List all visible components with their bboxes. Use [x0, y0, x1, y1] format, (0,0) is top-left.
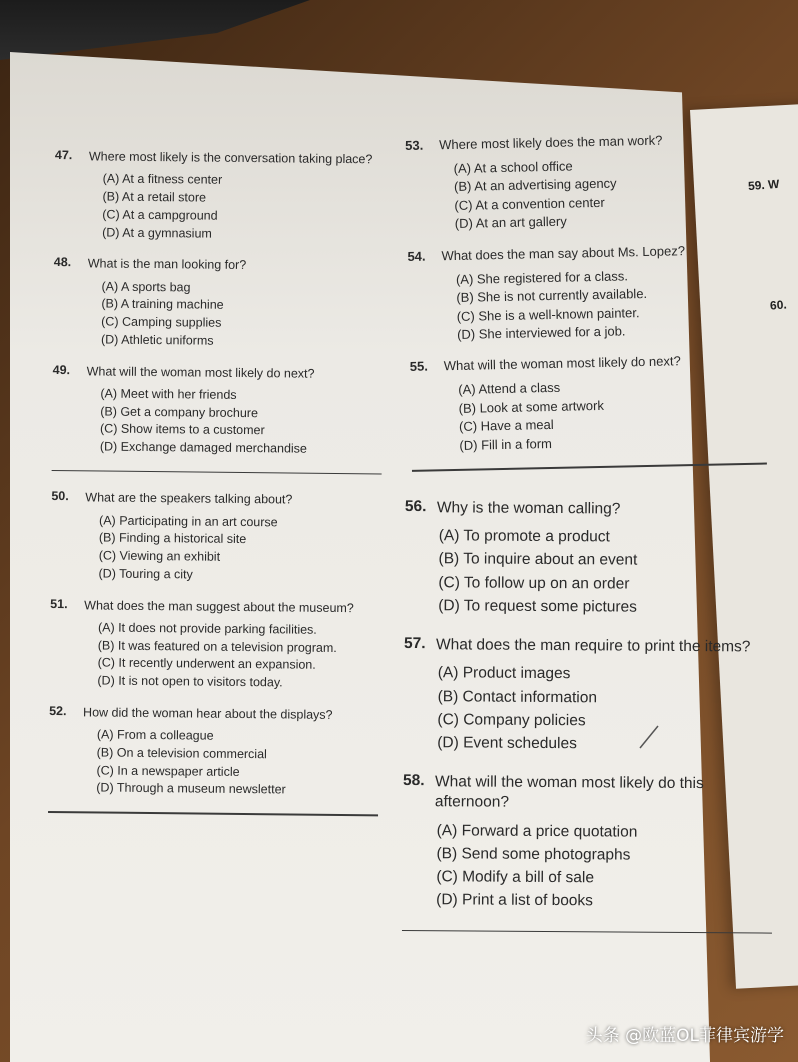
answer-option: (A) A sports bag: [101, 278, 191, 294]
question-number: 53.: [405, 137, 424, 153]
question-text: What does the man suggest about the museum?: [84, 597, 354, 615]
question-number: 48.: [53, 255, 72, 270]
question-number: 58.: [402, 772, 425, 790]
pen-check-mark: [638, 722, 662, 752]
question-58: [402, 772, 773, 914]
answer-options: [437, 662, 774, 757]
answer-option: (D) Athletic uniforms: [100, 332, 214, 348]
answer-option: (B) To inquire about an event: [438, 550, 638, 570]
answer-option: (C) She is a well-known painter.: [456, 304, 640, 324]
answer-option: (A) At a fitness center: [102, 171, 223, 188]
answer-option: (B) Contact information: [437, 687, 598, 706]
answer-option: (C) Modify a bill of sale: [436, 868, 595, 887]
answer-option: (D) Touring a city: [98, 566, 193, 582]
question-53: [405, 131, 762, 235]
question-number: 49.: [52, 362, 71, 377]
answer-option: (A) Product images: [437, 664, 571, 683]
answer-option: (C) To follow up on an order: [438, 573, 630, 593]
question-number: 55.: [409, 358, 429, 375]
question-57: [403, 635, 774, 757]
question-50: [50, 489, 381, 586]
question-text: What will the woman most likely do this afternoon?: [434, 773, 704, 812]
answer-option: (D) Fill in a form: [459, 435, 553, 453]
answer-options: [456, 264, 764, 344]
question-number: 54.: [407, 248, 426, 264]
answer-options: [436, 819, 773, 914]
answer-option: (C) It recently underwent an expansion.: [97, 655, 316, 673]
answer-options: [453, 153, 761, 233]
question-number: 56.: [404, 498, 427, 516]
right-lower-column: [402, 498, 775, 952]
answer-option: (A) She registered for a class.: [455, 267, 629, 287]
right-upper-column: [405, 131, 767, 490]
answer-options: [458, 375, 766, 455]
answer-option: (C) At a convention center: [454, 194, 605, 213]
question-48: [53, 255, 384, 352]
answer-option: (B) Get a company brochure: [100, 403, 259, 420]
question-52: [48, 704, 379, 801]
question-text: What will the woman most likely do next?: [443, 353, 681, 374]
answer-option: (A) To promote a product: [438, 527, 610, 546]
question-text: How did the woman hear about the displays?: [83, 705, 333, 722]
answer-options: [101, 278, 384, 352]
edge-question-60: 60.: [769, 297, 788, 313]
answer-option: (B) It was featured on a television program.: [97, 637, 337, 655]
answer-options: [97, 619, 380, 693]
answer-option: (A) It does not provide parking facilities.: [97, 620, 317, 637]
answer-option: (B) Finding a historical site: [98, 530, 247, 547]
answer-option: (D) Exchange damaged merchandise: [99, 439, 308, 456]
answer-option: (B) At a retail store: [102, 189, 207, 205]
question-text: What does the man say about Ms. Lopez?: [441, 242, 686, 263]
question-text: Why is the woman calling?: [436, 499, 621, 518]
answer-option: (D) At a gymnasium: [102, 224, 212, 241]
answer-option: (C) Show items to a customer: [99, 421, 265, 438]
answer-option: (C) Have a meal: [458, 417, 554, 435]
question-49: [52, 362, 383, 459]
question-text: Where most likely does the man work?: [438, 132, 663, 153]
answer-option: (D) She interviewed for a job.: [456, 323, 626, 342]
question-text: What will the woman most likely do next?: [86, 363, 315, 381]
left-column: [48, 148, 385, 834]
question-number: 52.: [49, 703, 67, 718]
answer-option: (A) Meet with her friends: [100, 386, 237, 402]
answer-option: (A) From a colleague: [96, 727, 214, 743]
answer-option: (A) Participating in an art course: [99, 512, 278, 529]
answer-option: (D) Through a museum newsletter: [96, 780, 286, 797]
answer-option: (C) At a campground: [102, 207, 218, 223]
answer-options: [102, 171, 385, 245]
answer-options: [438, 524, 775, 619]
question-47: [54, 148, 385, 245]
answer-option: (B) On a television commercial: [96, 745, 267, 762]
answer-option: (B) At an advertising agency: [453, 175, 617, 195]
answer-options: [96, 726, 379, 800]
answer-option: (A) At a school office: [453, 158, 573, 176]
answer-option: (C) Camping supplies: [101, 314, 222, 330]
answer-option: (A) Attend a class: [458, 380, 561, 398]
section-divider: [48, 811, 378, 816]
watermark-text: 头条 @欧蓝OL菲律宾游学: [585, 1026, 784, 1046]
answer-option: (B) She is not currently available.: [456, 286, 648, 306]
question-56: [404, 498, 775, 620]
answer-option: (D) At an art gallery: [454, 213, 567, 232]
question-51: [49, 596, 380, 693]
answer-option: (A) Forward a price quotation: [436, 821, 638, 841]
answer-option: (D) To request some pictures: [438, 597, 638, 616]
answer-option: (D) Event schedules: [437, 734, 577, 753]
answer-options: [100, 385, 383, 459]
question-number: 51.: [50, 596, 68, 611]
question-text: What does the man require to print the items?: [435, 636, 751, 656]
question-number: 50.: [51, 489, 69, 504]
answer-options: [98, 512, 381, 586]
answer-option: (C) Viewing an exhibit: [98, 548, 221, 564]
question-text: Where most likely is the conversation taking place?: [88, 149, 373, 167]
answer-option: (B) Send some photographs: [436, 845, 631, 864]
section-divider: [402, 930, 772, 934]
edge-question-59: 59. W: [747, 176, 780, 194]
answer-option: (B) Look at some artwork: [458, 397, 605, 416]
section-divider: [52, 470, 382, 475]
question-55: [410, 352, 767, 456]
answer-option: (C) In a newspaper article: [96, 762, 240, 779]
answer-option: (D) It is not open to visitors today.: [97, 673, 283, 690]
answer-option: (B) A training machine: [101, 296, 224, 313]
section-divider: [412, 463, 767, 472]
question-text: What is the man looking for?: [87, 256, 247, 273]
question-54: [407, 241, 764, 345]
answer-option: (D) Print a list of books: [436, 891, 594, 910]
answer-option: (C) Company policies: [437, 711, 586, 730]
question-text: What are the speakers talking about?: [85, 490, 293, 507]
question-number: 47.: [54, 148, 73, 163]
question-number: 57.: [403, 635, 426, 653]
